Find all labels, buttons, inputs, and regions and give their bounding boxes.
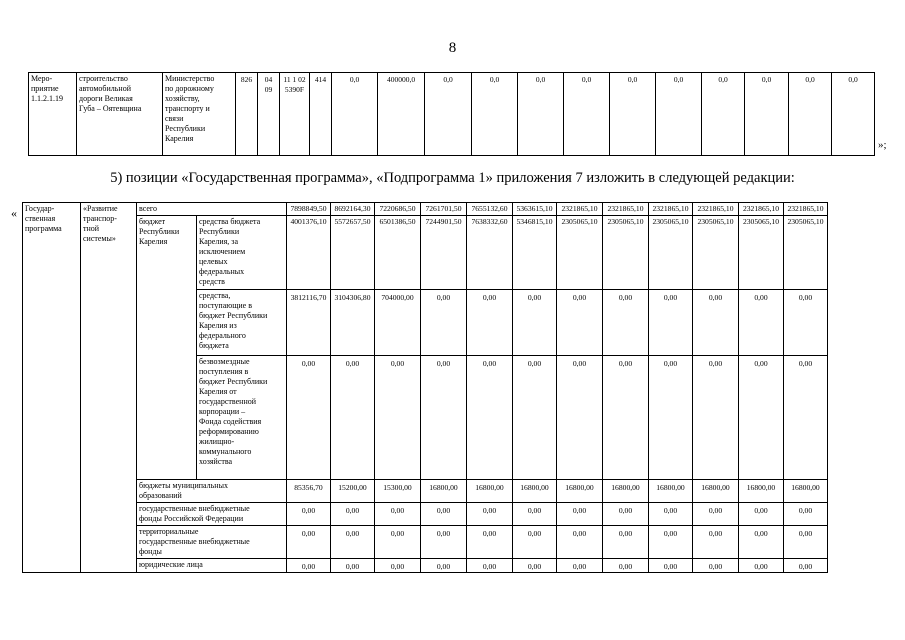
value-cell: 0,00	[467, 559, 513, 573]
value-cell: 2321865,10	[557, 203, 603, 216]
value-cell: 0,00	[649, 526, 693, 559]
value-cell: 0,00	[513, 290, 557, 356]
value-cell: 0,0	[745, 73, 789, 156]
value-cell: 6501386,50	[375, 216, 421, 290]
value-cell: 0,00	[557, 356, 603, 480]
value-cell: 0,00	[331, 559, 375, 573]
program-type: Государ- ственная программа	[23, 203, 81, 573]
funding-source-label: территориальные государственные внебюджетные фонды	[137, 526, 287, 559]
value-cell: 0,00	[467, 290, 513, 356]
value-cell: 0,0	[472, 73, 518, 156]
table-row	[23, 503, 828, 526]
value-cell: 0,00	[421, 526, 467, 559]
value-cell: 7655132,60	[467, 203, 513, 216]
value-cell: 2305065,10	[557, 216, 603, 290]
table-row	[23, 203, 828, 216]
funding-source-label: средства, поступающие в бюджет Республики Карелия из федерального бюджета	[197, 290, 287, 356]
value-cell: 0,00	[287, 356, 331, 480]
value-cell: 0,00	[784, 356, 828, 480]
value-cell: 0,00	[739, 290, 784, 356]
value-cell: 0,00	[649, 503, 693, 526]
value-cell: 3812116,70	[287, 290, 331, 356]
value-cell: 0,00	[784, 526, 828, 559]
value-cell: 15200,00	[331, 480, 375, 503]
value-cell: 0,00	[467, 356, 513, 480]
value-cell: 16800,00	[557, 480, 603, 503]
value-cell: 704000,00	[375, 290, 421, 356]
value-cell: 2321865,10	[693, 203, 739, 216]
value-cell: 5572657,50	[331, 216, 375, 290]
value-cell: 2321865,10	[649, 203, 693, 216]
value-cell: 2305065,10	[603, 216, 649, 290]
value-cell: 2321865,10	[603, 203, 649, 216]
value-cell: 0,00	[331, 503, 375, 526]
program-table-fragment	[28, 72, 875, 156]
value-cell: 0,0	[656, 73, 702, 156]
value-cell: 400000,0	[378, 73, 425, 156]
funding-source-label: государственные внебюджетные фонды Российской Федерации	[137, 503, 287, 526]
value-cell: 0,00	[331, 356, 375, 480]
value-cell: 0,00	[649, 290, 693, 356]
responsible-executor: Министерство по дорожному хозяйству, транспорту и связи Республики Карелия	[163, 73, 236, 156]
value-cell: 0,00	[467, 526, 513, 559]
value-cell: 0,00	[693, 290, 739, 356]
value-cell: 7898849,50	[287, 203, 331, 216]
funding-group-label: бюджет Республики Карелия	[137, 216, 197, 480]
value-cell: 0,00	[287, 559, 331, 573]
value-cell: 16800,00	[784, 480, 828, 503]
value-cell: 0,00	[784, 503, 828, 526]
value-cell: 0,00	[739, 503, 784, 526]
value-cell: 0,00	[375, 356, 421, 480]
value-cell: 3104306,80	[331, 290, 375, 356]
value-cell: 15300,00	[375, 480, 421, 503]
value-cell: 5346815,10	[513, 216, 557, 290]
value-cell: 0,00	[467, 503, 513, 526]
value-cell: 0,00	[739, 559, 784, 573]
value-cell: 0,00	[739, 526, 784, 559]
value-cell: 85356,70	[287, 480, 331, 503]
value-cell: 7638332,60	[467, 216, 513, 290]
value-cell: 16800,00	[649, 480, 693, 503]
table-row	[29, 73, 875, 156]
value-cell: 7244901,50	[421, 216, 467, 290]
table-row	[23, 216, 828, 290]
value-cell: 0,00	[375, 526, 421, 559]
table-row	[23, 480, 828, 503]
value-cell: 0,00	[421, 503, 467, 526]
value-cell: 4001376,10	[287, 216, 331, 290]
target-article-code: 11 1 02 5390F	[280, 73, 310, 156]
funding-table	[22, 202, 828, 573]
value-cell: 8692164,30	[331, 203, 375, 216]
value-cell: 0,00	[693, 559, 739, 573]
value-cell: 0,00	[421, 559, 467, 573]
value-cell: 0,00	[784, 559, 828, 573]
value-cell: 2305065,10	[693, 216, 739, 290]
value-cell: 0,00	[375, 559, 421, 573]
value-cell: 0,00	[421, 290, 467, 356]
funding-source-label: безвозмездные поступления в бюджет Республики Карелия от государственной корпорации – Фонда содействия реформированию жилищно- коммунального хозяйства	[197, 356, 287, 480]
value-cell: 7220686,50	[375, 203, 421, 216]
amendment-heading: 5) позиции «Государственная программа», «Подпрограмма 1» приложения 7 изложить в следующей редакции:	[110, 170, 795, 186]
value-cell: 16800,00	[421, 480, 467, 503]
value-cell: 0,00	[557, 503, 603, 526]
value-cell: 0,00	[603, 559, 649, 573]
value-cell: 0,00	[693, 526, 739, 559]
value-cell: 16800,00	[603, 480, 649, 503]
value-cell: 0,00	[649, 559, 693, 573]
value-cell: 16800,00	[467, 480, 513, 503]
value-cell: 0,00	[287, 503, 331, 526]
funding-source-label: юридические лица	[137, 559, 287, 573]
value-cell: 2321865,10	[784, 203, 828, 216]
value-cell: 0,00	[649, 356, 693, 480]
funding-source-label: бюджеты муниципальных образований	[137, 480, 287, 503]
value-cell: 0,00	[603, 526, 649, 559]
value-cell: 0,00	[331, 526, 375, 559]
value-cell: 16800,00	[513, 480, 557, 503]
grbs-code: 826	[236, 73, 258, 156]
value-cell: 0,00	[557, 526, 603, 559]
value-cell: 0,00	[784, 290, 828, 356]
value-cell: 0,00	[513, 356, 557, 480]
value-cell: 0,0	[425, 73, 472, 156]
value-cell: 0,00	[603, 356, 649, 480]
value-cell: 5363615,10	[513, 203, 557, 216]
value-cell: 16800,00	[693, 480, 739, 503]
value-cell: 0,0	[832, 73, 875, 156]
closing-quote: »;	[878, 139, 887, 151]
value-cell: 0,00	[375, 503, 421, 526]
value-cell: 16800,00	[739, 480, 784, 503]
opening-quote: «	[11, 206, 17, 220]
value-cell: 0,00	[513, 559, 557, 573]
program-name: «Развитие транспор- тной системы»	[81, 203, 137, 573]
value-cell: 0,00	[421, 356, 467, 480]
activity-number: Меро- приятие 1.1.2.1.19	[29, 73, 77, 156]
value-cell: 2321865,10	[739, 203, 784, 216]
value-cell: 0,00	[513, 526, 557, 559]
value-cell: 0,00	[557, 290, 603, 356]
value-cell: 2305065,10	[649, 216, 693, 290]
value-cell: 0,00	[287, 526, 331, 559]
value-cell: 0,00	[603, 503, 649, 526]
table-row	[23, 559, 828, 573]
activity-name: строительство автомобильной дороги Великая Губа – Оятевщина	[77, 73, 163, 156]
funding-source-label: всего	[137, 203, 287, 216]
section-code: 04 09	[258, 73, 280, 156]
value-cell: 0,00	[557, 559, 603, 573]
value-cell: 2305065,10	[784, 216, 828, 290]
page-number: 8	[448, 40, 457, 56]
value-cell: 0,0	[564, 73, 610, 156]
value-cell: 7261701,50	[421, 203, 467, 216]
value-cell: 2305065,10	[739, 216, 784, 290]
value-cell: 0,0	[610, 73, 656, 156]
value-cell: 0,0	[702, 73, 745, 156]
value-cell: 0,0	[518, 73, 564, 156]
value-cell: 0,0	[332, 73, 378, 156]
value-cell: 0,00	[603, 290, 649, 356]
value-cell: 0,00	[739, 356, 784, 480]
value-cell: 0,00	[693, 503, 739, 526]
value-cell: 0,00	[693, 356, 739, 480]
expense-type-code: 414	[310, 73, 332, 156]
value-cell: 0,00	[513, 503, 557, 526]
table-row	[23, 526, 828, 559]
value-cell: 0,0	[789, 73, 832, 156]
funding-source-label: средства бюджета Республики Карелия, за исключением целевых федеральных средств	[197, 216, 287, 290]
